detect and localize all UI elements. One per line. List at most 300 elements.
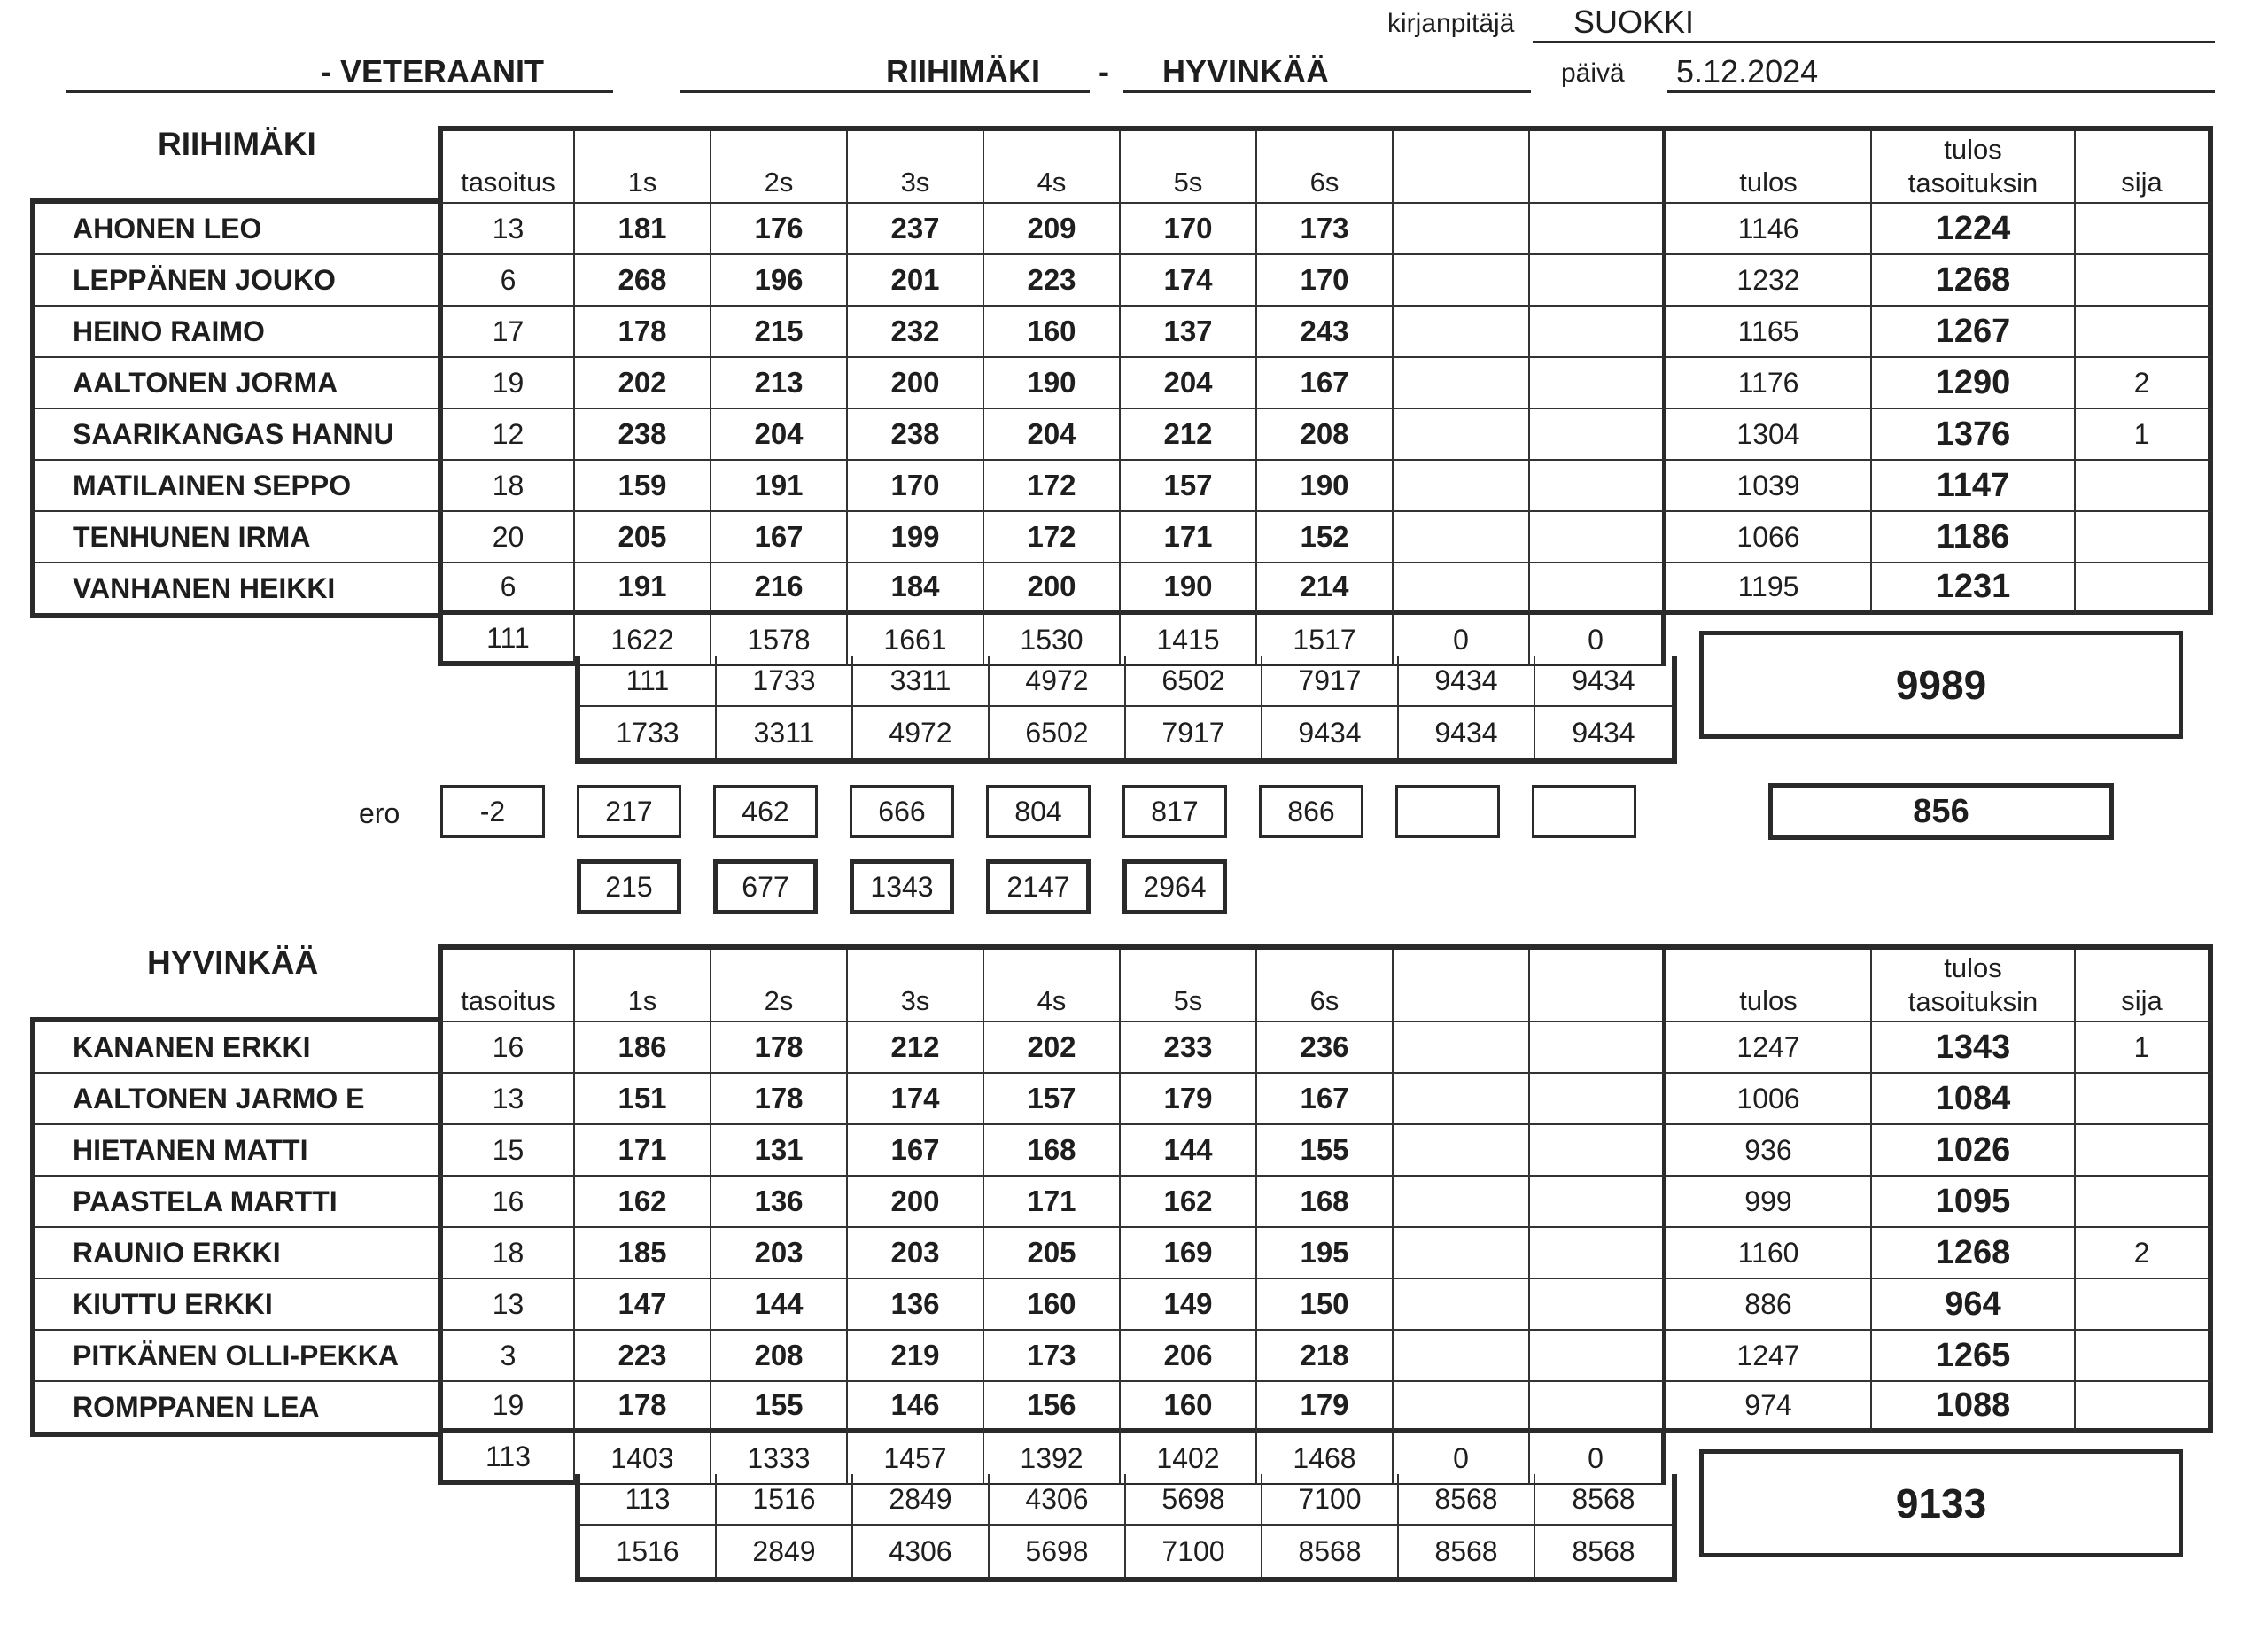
empty-cell xyxy=(1530,1382,1666,1433)
game-score-cell: 205 xyxy=(575,512,711,563)
handicap-cell: 6 xyxy=(438,255,575,307)
rank-cell xyxy=(2076,1074,2213,1125)
column-header-text: tulos xyxy=(1944,952,2002,983)
rank-cell: 2 xyxy=(2076,1228,2213,1279)
team2-cumulative xyxy=(575,1474,1677,1582)
series-underline xyxy=(66,90,613,93)
game-score-cell: 214 xyxy=(1257,563,1394,615)
cumulative-start-cell: 5698 xyxy=(1126,1474,1262,1526)
cumulative-start-cell: 8568 xyxy=(1399,1474,1535,1526)
column-header-text: tulos xyxy=(1944,134,2002,165)
game-score-cell: 206 xyxy=(1121,1331,1257,1382)
column-header-s3: 3s xyxy=(848,950,984,1022)
home-underline xyxy=(680,90,1090,93)
column-header-s2: 2s xyxy=(711,950,848,1022)
handicap-total-cell: 1265 xyxy=(1872,1331,2076,1382)
game-score-cell: 223 xyxy=(575,1331,711,1382)
total-cell: 1006 xyxy=(1666,1074,1872,1125)
column-header-tasoitus: tasoitus xyxy=(438,131,575,204)
column-sum-cell: 1530 xyxy=(984,615,1121,666)
handicap-cell: 13 xyxy=(438,204,575,255)
handicap-cell: 13 xyxy=(438,1279,575,1331)
game-score-cell: 178 xyxy=(575,1382,711,1433)
game-score-cell: 168 xyxy=(984,1125,1121,1177)
team1-cumulative xyxy=(575,656,1677,764)
game-score-cell: 202 xyxy=(984,1022,1121,1074)
cumulative-end-cell: 9434 xyxy=(1399,707,1535,758)
game-score-cell: 191 xyxy=(575,563,711,615)
game-score-cell: 179 xyxy=(1121,1074,1257,1125)
total-cell: 1176 xyxy=(1666,358,1872,409)
column-sum-cell: 1402 xyxy=(1121,1433,1257,1485)
rank-cell xyxy=(2076,255,2213,307)
ero-cell xyxy=(1532,785,1636,838)
player-name: KANANEN ERKKI xyxy=(35,1022,441,1074)
game-score-cell: 205 xyxy=(984,1228,1121,1279)
game-score-cell: 144 xyxy=(711,1279,848,1331)
empty-cell xyxy=(1530,1177,1666,1228)
rank-cell xyxy=(2076,461,2213,512)
handicap-total-cell: 1224 xyxy=(1872,204,2076,255)
team1-names xyxy=(30,198,441,618)
column-sum-cell: 0 xyxy=(1394,1433,1530,1485)
column-header-s1: 1s xyxy=(575,131,711,204)
cumulative-end-cell: 6502 xyxy=(990,707,1126,758)
game-score-cell: 178 xyxy=(575,307,711,358)
column-header-s5: 5s xyxy=(1121,131,1257,204)
total-cell: 1066 xyxy=(1666,512,1872,563)
total-cell: 1160 xyxy=(1666,1228,1872,1279)
game-score-cell: 204 xyxy=(984,409,1121,461)
handicap-total-cell: 1268 xyxy=(1872,255,2076,307)
game-score-cell: 173 xyxy=(1257,204,1394,255)
column-sum-cell: 1661 xyxy=(848,615,984,666)
game-score-cell: 176 xyxy=(711,204,848,255)
empty-cell xyxy=(1530,358,1666,409)
away-underline xyxy=(1123,90,1531,93)
column-sum-cell: 1578 xyxy=(711,615,848,666)
total-cell: 1039 xyxy=(1666,461,1872,512)
handicap-cell: 15 xyxy=(438,1125,575,1177)
game-score-cell: 155 xyxy=(711,1382,848,1433)
handicap-total-cell: 964 xyxy=(1872,1279,2076,1331)
ero-cell: 217 xyxy=(577,785,681,838)
empty-cell xyxy=(1394,1279,1530,1331)
game-score-cell: 131 xyxy=(711,1125,848,1177)
empty-cell xyxy=(1530,409,1666,461)
kirjanpitaja-value: SUOKKI xyxy=(1573,4,1695,40)
cumulative-end-cell: 7100 xyxy=(1126,1526,1262,1577)
game-score-cell: 167 xyxy=(848,1125,984,1177)
ero-cell: 666 xyxy=(850,785,954,838)
game-score-cell: 171 xyxy=(1121,512,1257,563)
paiva-label: päivä xyxy=(1561,58,1625,88)
rank-cell xyxy=(2076,563,2213,615)
player-name: AALTONEN JORMA xyxy=(35,358,441,409)
cumulative-end-cell: 1516 xyxy=(580,1526,717,1577)
ero-total-box: 856 xyxy=(1768,783,2114,840)
team2-title: HYVINKÄÄ xyxy=(147,944,319,981)
cumulative-end-cell: 9434 xyxy=(1262,707,1399,758)
empty-cell xyxy=(1394,204,1530,255)
game-score-cell: 146 xyxy=(848,1382,984,1433)
column-header-text: tasoituksin xyxy=(1907,986,2039,1017)
column-sum-cell: 1333 xyxy=(711,1433,848,1485)
column-header-empty xyxy=(1530,950,1666,1022)
game-score-cell: 233 xyxy=(1121,1022,1257,1074)
handicap-total-cell: 1376 xyxy=(1872,409,2076,461)
column-header-empty xyxy=(1530,131,1666,204)
cumulative-end-cell: 7917 xyxy=(1126,707,1262,758)
column-sum-cell: 1457 xyxy=(848,1433,984,1485)
player-name: PAASTELA MARTTI xyxy=(35,1177,441,1228)
game-score-cell: 185 xyxy=(575,1228,711,1279)
handicap-total-cell: 1343 xyxy=(1872,1022,2076,1074)
cumulative-end-cell: 4306 xyxy=(853,1526,990,1577)
ero-cell xyxy=(1395,785,1500,838)
total-cell: 1195 xyxy=(1666,563,1872,615)
column-header-tulos: tulos xyxy=(1666,131,1872,204)
empty-cell xyxy=(1530,461,1666,512)
player-name: PITKÄNEN OLLI-PEKKA xyxy=(35,1331,441,1382)
game-score-cell: 203 xyxy=(848,1228,984,1279)
game-score-cell: 179 xyxy=(1257,1382,1394,1433)
game-score-cell: 172 xyxy=(984,512,1121,563)
game-score-cell: 199 xyxy=(848,512,984,563)
column-sum-cell: 0 xyxy=(1530,615,1666,666)
handicap-cell: 12 xyxy=(438,409,575,461)
game-score-cell: 172 xyxy=(984,461,1121,512)
handicap-cell: 18 xyxy=(438,461,575,512)
ero-cumulative-cell: 677 xyxy=(713,859,818,914)
game-score-cell: 216 xyxy=(711,563,848,615)
player-name: HIETANEN MATTI xyxy=(35,1125,441,1177)
ero-cell: 462 xyxy=(713,785,818,838)
game-score-cell: 202 xyxy=(575,358,711,409)
game-score-cell: 237 xyxy=(848,204,984,255)
empty-cell xyxy=(1530,307,1666,358)
game-score-cell: 174 xyxy=(848,1074,984,1125)
rank-cell xyxy=(2076,307,2213,358)
game-score-cell: 159 xyxy=(575,461,711,512)
game-score-cell: 150 xyxy=(1257,1279,1394,1331)
game-score-cell: 157 xyxy=(984,1074,1121,1125)
column-sum-cell: 1392 xyxy=(984,1433,1121,1485)
column-header-empty xyxy=(1394,950,1530,1022)
column-header-text: tasoituksin xyxy=(1907,167,2039,198)
cumulative-start-cell: 1516 xyxy=(717,1474,853,1526)
empty-cell xyxy=(1394,307,1530,358)
team2-score-table xyxy=(438,944,2213,1485)
game-score-cell: 136 xyxy=(848,1279,984,1331)
team1-score-table xyxy=(438,126,2213,666)
player-name: VANHANEN HEIKKI xyxy=(73,571,336,604)
game-score-cell: 170 xyxy=(1257,255,1394,307)
column-header-sija: sija xyxy=(2076,131,2213,204)
cumulative-start-cell: 8568 xyxy=(1535,1474,1672,1526)
column-header-s6: 6s xyxy=(1257,950,1394,1022)
game-score-cell: 243 xyxy=(1257,307,1394,358)
column-sum-cell: 1468 xyxy=(1257,1433,1394,1485)
game-score-cell: 167 xyxy=(1257,358,1394,409)
game-score-cell: 186 xyxy=(575,1022,711,1074)
ero-cumulative-cell: 1343 xyxy=(850,859,954,914)
game-score-cell: 149 xyxy=(1121,1279,1257,1331)
game-score-cell: 204 xyxy=(711,409,848,461)
handicap-cell: 17 xyxy=(438,307,575,358)
column-sum-cell: 111 xyxy=(438,615,575,666)
empty-cell xyxy=(1394,358,1530,409)
game-score-cell: 212 xyxy=(848,1022,984,1074)
team2-total-box: 9133 xyxy=(1699,1449,2183,1557)
cumulative-end-cell: 3311 xyxy=(717,707,853,758)
game-score-cell: 152 xyxy=(1257,512,1394,563)
series-title: - VETERAANIT xyxy=(321,53,544,89)
column-sum-cell: 1622 xyxy=(575,615,711,666)
column-header-empty xyxy=(1394,131,1530,204)
game-score-cell: 213 xyxy=(711,358,848,409)
game-score-cell: 160 xyxy=(984,1279,1121,1331)
game-score-cell: 144 xyxy=(1121,1125,1257,1177)
handicap-cell: 20 xyxy=(438,512,575,563)
handicap-total-cell: 1088 xyxy=(1872,1382,2076,1433)
game-score-cell: 170 xyxy=(1121,204,1257,255)
handicap-cell: 18 xyxy=(438,1228,575,1279)
column-header-tulos: tulos xyxy=(1666,950,1872,1022)
game-score-cell: 174 xyxy=(1121,255,1257,307)
handicap-cell: 19 xyxy=(438,358,575,409)
ero-cumulative-cell: 2964 xyxy=(1122,859,1227,914)
player-name: KIUTTU ERKKI xyxy=(35,1279,441,1331)
column-header-s2: 2s xyxy=(711,131,848,204)
game-score-cell: 160 xyxy=(1121,1382,1257,1433)
game-score-cell: 209 xyxy=(984,204,1121,255)
empty-cell xyxy=(1530,255,1666,307)
game-score-cell: 200 xyxy=(984,563,1121,615)
game-score-cell: 200 xyxy=(848,1177,984,1228)
column-header-s5: 5s xyxy=(1121,950,1257,1022)
handicap-total-cell: 1147 xyxy=(1872,461,2076,512)
game-score-cell: 171 xyxy=(984,1177,1121,1228)
game-score-cell: 268 xyxy=(575,255,711,307)
empty-cell xyxy=(1530,1228,1666,1279)
kirjanpitaja-underline xyxy=(1533,41,2215,43)
empty-cell xyxy=(1394,1125,1530,1177)
player-name: LEPPÄNEN JOUKO xyxy=(35,255,441,307)
game-score-cell: 236 xyxy=(1257,1022,1394,1074)
column-header-s1: 1s xyxy=(575,950,711,1022)
game-score-cell: 155 xyxy=(1257,1125,1394,1177)
empty-cell xyxy=(1530,1279,1666,1331)
ero-cumulative-cell: 2147 xyxy=(986,859,1091,914)
empty-cell xyxy=(1394,1022,1530,1074)
column-sum-cell: 0 xyxy=(1394,615,1530,666)
empty-cell xyxy=(1530,512,1666,563)
game-score-cell: 151 xyxy=(575,1074,711,1125)
total-cell: 886 xyxy=(1666,1279,1872,1331)
paiva-underline xyxy=(1667,90,2215,93)
handicap-total-cell: 1290 xyxy=(1872,358,2076,409)
cumulative-end-cell: 8568 xyxy=(1399,1526,1535,1577)
empty-cell xyxy=(1394,255,1530,307)
game-score-cell: 136 xyxy=(711,1177,848,1228)
handicap-total-cell: 1026 xyxy=(1872,1125,2076,1177)
empty-cell xyxy=(1530,1125,1666,1177)
vs-dash: - xyxy=(1099,53,1109,89)
game-score-cell: 156 xyxy=(984,1382,1121,1433)
total-cell: 1165 xyxy=(1666,307,1872,358)
empty-cell xyxy=(1394,1228,1530,1279)
game-score-cell: 238 xyxy=(575,409,711,461)
cumulative-start-cell: 4306 xyxy=(990,1474,1126,1526)
game-score-cell: 162 xyxy=(575,1177,711,1228)
game-score-cell: 203 xyxy=(711,1228,848,1279)
game-score-cell: 167 xyxy=(1257,1074,1394,1125)
handicap-total-cell: 1231 xyxy=(1872,563,2076,615)
total-cell: 1146 xyxy=(1666,204,1872,255)
cumulative-start-cell: 9434 xyxy=(1535,656,1672,707)
cumulative-start-cell: 7100 xyxy=(1262,1474,1399,1526)
game-score-cell: 190 xyxy=(1121,563,1257,615)
paiva-value: 5.12.2024 xyxy=(1676,53,1819,89)
total-cell: 1232 xyxy=(1666,255,1872,307)
player-name: MATILAINEN SEPPO xyxy=(35,461,441,512)
handicap-total-cell: 1267 xyxy=(1872,307,2076,358)
rank-cell xyxy=(2076,204,2213,255)
column-sum-cell: 1403 xyxy=(575,1433,711,1485)
player-name: HEINO RAIMO xyxy=(35,307,441,358)
game-score-cell: 232 xyxy=(848,307,984,358)
cumulative-start-cell: 2849 xyxy=(853,1474,990,1526)
game-score-cell: 168 xyxy=(1257,1177,1394,1228)
handicap-total-cell: 1186 xyxy=(1872,512,2076,563)
cumulative-end-cell: 4972 xyxy=(853,707,990,758)
handicap-cell: 16 xyxy=(438,1177,575,1228)
empty-cell xyxy=(1530,1331,1666,1382)
game-score-cell: 219 xyxy=(848,1331,984,1382)
rank-cell: 2 xyxy=(2076,358,2213,409)
empty-cell xyxy=(1394,1331,1530,1382)
empty-cell xyxy=(1530,1022,1666,1074)
handicap-cell: 13 xyxy=(438,1074,575,1125)
player-name: TENHUNEN IRMA xyxy=(35,512,441,563)
rank-cell xyxy=(2076,1177,2213,1228)
column-header-s3: 3s xyxy=(848,131,984,204)
empty-cell xyxy=(1530,204,1666,255)
column-header-tasoitus: tasoitus xyxy=(438,950,575,1022)
player-name: ROMPPANEN LEA xyxy=(73,1390,320,1423)
column-header-s6: 6s xyxy=(1257,131,1394,204)
kirjanpitaja-label: kirjanpitäjä xyxy=(1387,9,1515,38)
game-score-cell: 201 xyxy=(848,255,984,307)
game-score-cell: 147 xyxy=(575,1279,711,1331)
total-cell: 936 xyxy=(1666,1125,1872,1177)
cumulative-end-cell: 1733 xyxy=(580,707,717,758)
team1-total-box: 9989 xyxy=(1699,631,2183,739)
player-name: AHONEN LEO xyxy=(35,204,441,255)
rank-cell xyxy=(2076,512,2213,563)
handicap-cell: 16 xyxy=(438,1022,575,1074)
game-score-cell: 157 xyxy=(1121,461,1257,512)
game-score-cell: 184 xyxy=(848,563,984,615)
ero-cell: 804 xyxy=(986,785,1091,838)
game-score-cell: 238 xyxy=(848,409,984,461)
handicap-total-cell: 1084 xyxy=(1872,1074,2076,1125)
rank-cell xyxy=(2076,1279,2213,1331)
empty-cell xyxy=(1394,461,1530,512)
column-sum-cell: 0 xyxy=(1530,1433,1666,1485)
game-score-cell: 178 xyxy=(711,1022,848,1074)
cumulative-start-cell: 6502 xyxy=(1126,656,1262,707)
player-name: AALTONEN JARMO E xyxy=(35,1074,441,1125)
player-name: RAUNIO ERKKI xyxy=(35,1228,441,1279)
cumulative-end-cell: 8568 xyxy=(1262,1526,1399,1577)
game-score-cell: 137 xyxy=(1121,307,1257,358)
cumulative-end-cell: 5698 xyxy=(990,1526,1126,1577)
game-score-cell: 173 xyxy=(984,1331,1121,1382)
handicap-cell: 3 xyxy=(438,1331,575,1382)
handicap-cell: 19 xyxy=(438,1382,575,1433)
cumulative-end-cell: 2849 xyxy=(717,1526,853,1577)
column-header-sija: sija xyxy=(2076,950,2213,1022)
rank-cell xyxy=(2076,1382,2213,1433)
game-score-cell: 200 xyxy=(848,358,984,409)
game-score-cell: 171 xyxy=(575,1125,711,1177)
empty-cell xyxy=(1394,512,1530,563)
column-sum-cell: 1415 xyxy=(1121,615,1257,666)
empty-cell xyxy=(1394,563,1530,615)
game-score-cell: 167 xyxy=(711,512,848,563)
empty-cell xyxy=(1394,1074,1530,1125)
team2-names xyxy=(30,1017,441,1437)
column-sum-cell: 1517 xyxy=(1257,615,1394,666)
cumulative-start-cell: 9434 xyxy=(1399,656,1535,707)
game-score-cell: 204 xyxy=(1121,358,1257,409)
total-cell: 999 xyxy=(1666,1177,1872,1228)
total-cell: 1304 xyxy=(1666,409,1872,461)
cumulative-end-cell: 9434 xyxy=(1572,716,1635,749)
rank-cell xyxy=(2076,1125,2213,1177)
total-cell: 974 xyxy=(1666,1382,1872,1433)
game-score-cell: 181 xyxy=(575,204,711,255)
rank-cell xyxy=(2076,1331,2213,1382)
handicap-cell: 6 xyxy=(438,563,575,615)
empty-cell xyxy=(1394,1382,1530,1433)
empty-cell xyxy=(1394,409,1530,461)
game-score-cell: 178 xyxy=(711,1074,848,1125)
rank-cell: 1 xyxy=(2076,1022,2213,1074)
cumulative-start-cell: 113 xyxy=(580,1474,717,1526)
rank-cell: 1 xyxy=(2076,409,2213,461)
cumulative-start-cell: 111 xyxy=(580,656,717,707)
ero-label: ero xyxy=(359,797,400,829)
column-header-s4: 4s xyxy=(984,131,1121,204)
cumulative-end-cell: 8568 xyxy=(1572,1534,1635,1567)
cumulative-start-cell: 4972 xyxy=(990,656,1126,707)
cumulative-start-cell: 3311 xyxy=(853,656,990,707)
ero-cell: -2 xyxy=(440,785,545,838)
column-header-tulos-tasoituksin xyxy=(1872,131,2076,204)
game-score-cell: 223 xyxy=(984,255,1121,307)
ero-cell: 866 xyxy=(1259,785,1363,838)
empty-cell xyxy=(1530,563,1666,615)
game-score-cell: 190 xyxy=(984,358,1121,409)
game-score-cell: 208 xyxy=(711,1331,848,1382)
game-score-cell: 208 xyxy=(1257,409,1394,461)
empty-cell xyxy=(1530,1074,1666,1125)
home-team-title: RIIHIMÄKI xyxy=(886,53,1040,89)
game-score-cell: 196 xyxy=(711,255,848,307)
